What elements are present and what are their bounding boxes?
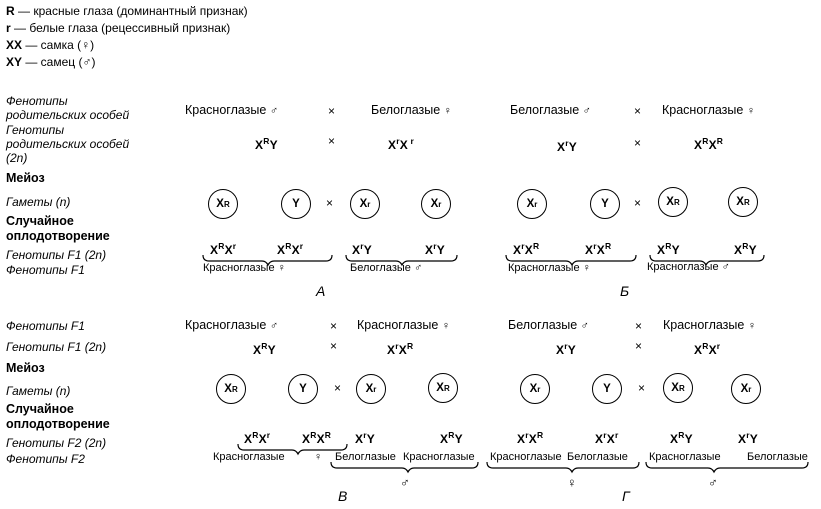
f2-phenotype-sex: ♀ — [314, 451, 323, 463]
caption-v: В — [338, 488, 348, 504]
legend-R: R — красные глаза (доминантный признак) — [6, 4, 248, 18]
parent-a-female-phenotype: Белоглазые ♀ — [371, 103, 452, 117]
parent-b-male-phenotype: Белоглазые ♂ — [510, 103, 591, 117]
gamete-Y: Y — [590, 189, 620, 219]
f2-genotype-XrXR: $X^rX^R$ — [517, 430, 544, 446]
f2-phenotype: Белоглазые — [335, 451, 396, 463]
cross-sign: × — [330, 319, 338, 333]
f2-genotype-XRXR: $X^RX^R$ — [302, 430, 332, 446]
offspring-phenotype: Белоглазые ♂ — [350, 262, 423, 274]
gamete-Xr: X r — [350, 189, 380, 219]
label-fertilization-2: Случайное оплодотворение — [6, 402, 110, 431]
parent-a-male-phenotype: Красноглазые ♂ — [185, 103, 279, 117]
cross-sign: × — [635, 339, 643, 353]
label-pheno-f1-cross: Фенотипы F1 — [6, 319, 85, 333]
offspring-genotype-XrXR: $X^rX^R$ — [513, 241, 540, 257]
label-geno-parents: Генотипы родительских особей (2n) — [6, 123, 130, 165]
gamete-XR: X R — [658, 187, 688, 217]
cross-sign: × — [635, 319, 643, 333]
cross-sign: × — [638, 381, 646, 395]
gamete-XR: X R — [216, 374, 246, 404]
cross-sign: × — [326, 196, 334, 210]
f1-female-genotype: $X^RX^r$ — [694, 341, 721, 357]
legend-XX: XX — самка (♀) — [6, 38, 95, 52]
offspring-genotype-XrY: $X^rY$ — [352, 241, 372, 257]
offspring-genotype-XRXr: $X^RX^r$ — [210, 241, 237, 257]
f1-female-phenotype: Красноглазые ♀ — [357, 318, 451, 332]
parent-b-female-genotype: $X^RX^R$ — [694, 136, 724, 152]
f1-female-phenotype: Красноглазые ♀ — [663, 318, 757, 332]
label-pheno-parents: Фенотипы родительских особей — [6, 94, 130, 122]
offspring-phenotype: Красноглазые ♂ — [647, 261, 730, 273]
offspring-genotype-XRXr: $X^RX^r$ — [277, 241, 304, 257]
f2-phenotype: Красноглазые — [403, 451, 475, 463]
f2-genotype-XRY: $X^RY$ — [670, 430, 693, 446]
f2-genotype-XrY: $X^rY$ — [355, 430, 375, 446]
legend-r: r — белые глаза (рецессивный признак) — [6, 21, 231, 35]
f2-phenotype: Белоглазые — [567, 451, 628, 463]
label-gametes-2: Гаметы (n) — [6, 384, 71, 398]
gamete-XR: X R — [208, 189, 238, 219]
f2-phenotype: Красноглазые — [213, 451, 285, 463]
label-geno-f1: Генотипы F1 (2n) — [6, 248, 107, 262]
cross-sign: × — [334, 381, 342, 395]
caption-b: Б — [620, 283, 630, 299]
cross-sign: × — [634, 196, 642, 210]
f1-male-genotype: $X^rY$ — [556, 341, 576, 357]
label-meiosis: Мейоз — [6, 171, 45, 185]
f2-genotype-XrXr: $X^rX^r$ — [595, 430, 619, 446]
f2-phenotype: Белоглазые — [747, 451, 808, 463]
f2-genotype-XRY: $X^RY$ — [440, 430, 463, 446]
parent-a-male-genotype: $X^RY$ — [255, 136, 278, 152]
parent-b-female-phenotype: Красноглазые ♀ — [662, 103, 756, 117]
f1-female-genotype: $X^rX^R$ — [387, 341, 414, 357]
offspring-genotype-XrY: $X^rY$ — [425, 241, 445, 257]
label-meiosis-2: Мейоз — [6, 361, 45, 375]
cross-sign: × — [634, 136, 642, 150]
cross-sign: × — [330, 339, 338, 353]
gamete-Y: Y — [288, 374, 318, 404]
gamete-Xr: X r — [520, 374, 550, 404]
gamete-Xr: X r — [421, 189, 451, 219]
gamete-XR: X R — [728, 187, 758, 217]
label-geno-f2: Генотипы F2 (2n) — [6, 436, 107, 450]
offspring-phenotype: Красноглазые ♀ — [203, 262, 286, 274]
gamete-Y: Y — [592, 374, 622, 404]
gamete-Xr: X r — [517, 189, 547, 219]
f2-phenotype-sex: ♂ — [400, 475, 410, 490]
cross-sign: × — [328, 104, 336, 118]
caption-a: А — [316, 283, 326, 299]
gamete-Xr: X r — [356, 374, 386, 404]
offspring-phenotype: Красноглазые ♀ — [508, 262, 591, 274]
label-fertilization: Случайное оплодотворение — [6, 214, 110, 243]
f1-male-phenotype: Белоглазые ♂ — [508, 318, 589, 332]
parent-b-male-genotype: $X^rY$ — [557, 138, 577, 154]
offspring-genotype-XRY: $X^RY$ — [734, 241, 757, 257]
label-gametes: Гаметы (n) — [6, 195, 71, 209]
f1-male-phenotype: Красноглазые ♂ — [185, 318, 279, 332]
gamete-Y: Y — [281, 189, 311, 219]
f2-phenotype: Красноглазые — [490, 451, 562, 463]
cross-sign: × — [634, 104, 642, 118]
offspring-genotype-XrXR: $X^rX^R$ — [585, 241, 612, 257]
f2-phenotype-sex: ♂ — [708, 475, 718, 490]
gamete-Xr: X r — [731, 374, 761, 404]
f2-phenotype: Красноглазые — [649, 451, 721, 463]
f2-genotype-XrY: $X^rY$ — [738, 430, 758, 446]
legend-XY: XY — самец (♂) — [6, 55, 96, 69]
f2-phenotype-sex: ♀ — [567, 475, 577, 490]
parent-a-female-genotype: $X^rX$ $^r$ — [388, 136, 415, 152]
caption-g: Г — [622, 488, 630, 504]
label-pheno-f2: Фенотипы F2 — [6, 452, 85, 466]
offspring-genotype-XRY: $X^RY$ — [657, 241, 680, 257]
label-pheno-f1: Фенотипы F1 — [6, 263, 85, 277]
cross-sign: × — [328, 134, 336, 148]
label-geno-f1-cross: Генотипы F1 (2n) — [6, 340, 107, 354]
f1-male-genotype: $X^RY$ — [253, 341, 276, 357]
gamete-XR: X R — [428, 373, 458, 403]
gamete-XR: X R — [663, 373, 693, 403]
f2-genotype-XRXr: $X^RX^r$ — [244, 430, 271, 446]
